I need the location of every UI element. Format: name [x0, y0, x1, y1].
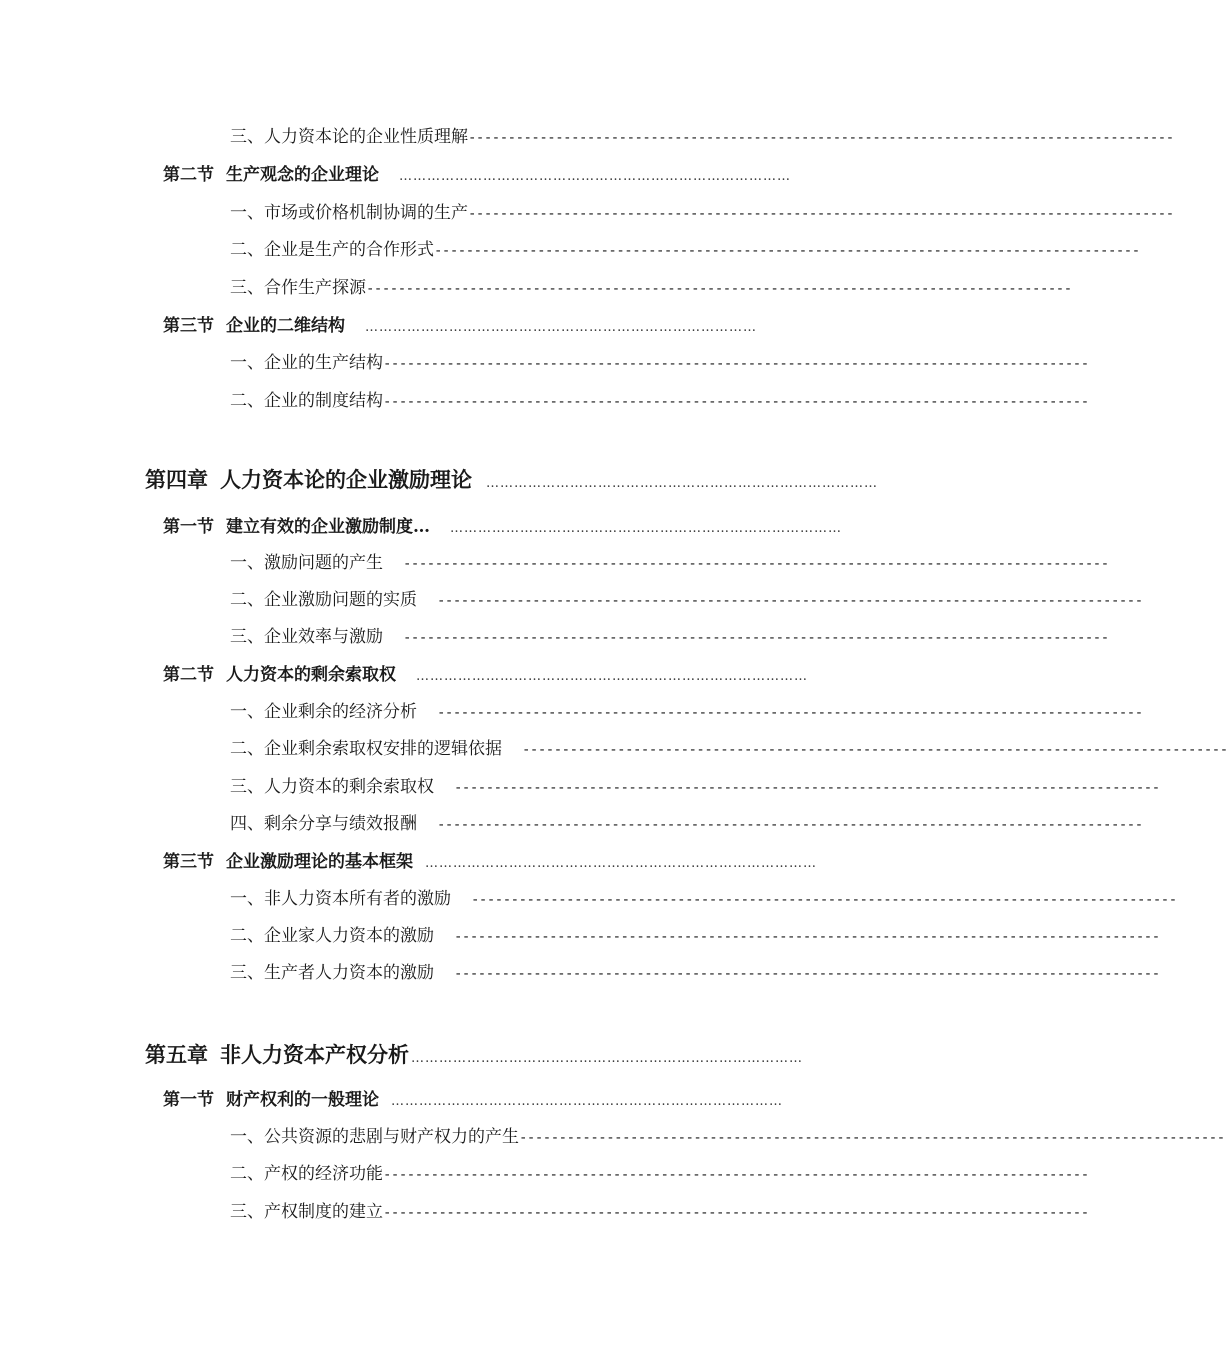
dash-leader: ----------------------------------------------------------------------------------------- — [471, 892, 1177, 908]
toc-item[interactable] — [230, 1197, 1089, 1222]
item-label: 三、生产者人力资本的激励 — [230, 963, 434, 983]
toc-item[interactable] — [230, 697, 1143, 722]
toc-item[interactable] — [230, 1122, 1225, 1147]
item-label: 二、企业剩余索取权安排的逻辑依据 — [230, 739, 502, 759]
item-label: 一、企业的生产结构 — [230, 353, 383, 373]
toc-item[interactable] — [230, 548, 1109, 573]
toc-section[interactable] — [163, 311, 757, 336]
toc-item[interactable] — [230, 235, 1140, 260]
chapter-title: 人力资本论的企业激励理论 — [220, 467, 472, 492]
dash-leader: ----------------------------------------------------------------------------------------- — [468, 130, 1174, 146]
dash-leader: ----------------------------------------------------------------------------------------- — [383, 394, 1089, 410]
section-number: 第一节 — [163, 1090, 214, 1110]
item-label: 三、人力资本论的企业性质理解 — [230, 127, 468, 147]
toc-section[interactable] — [163, 847, 817, 872]
dash-leader: ----------------------------------------------------------------------------------------- — [454, 966, 1160, 982]
dash-leader: ----------------------------------------------------------------------------------------- — [403, 630, 1109, 646]
toc-section[interactable] — [163, 160, 791, 185]
item-label: 一、企业剩余的经济分析 — [230, 702, 417, 722]
toc-item[interactable] — [230, 809, 1143, 834]
toc-section[interactable] — [163, 1085, 783, 1110]
item-label: 一、市场或价格机制协调的生产 — [230, 203, 468, 223]
item-label: 二、企业激励问题的实质 — [230, 590, 417, 610]
dash-leader: ----------------------------------------------------------------------------------------- — [383, 356, 1089, 372]
dash-leader: ----------------------------------------------------------------------------------------- — [383, 1167, 1089, 1183]
item-label: 三、合作生产探源 — [230, 278, 366, 298]
dash-leader: ----------------------------------------------------------------------------------------- — [522, 742, 1228, 758]
dot-leader: ………………………………………………………………………… — [416, 669, 808, 684]
toc-chapter[interactable] — [145, 464, 878, 494]
dash-leader: ----------------------------------------------------------------------------------------- — [403, 556, 1109, 572]
toc-item[interactable] — [230, 921, 1160, 946]
item-label: 三、人力资本的剩余索取权 — [230, 777, 434, 797]
section-title: 生产观念的企业理论 — [226, 165, 379, 185]
chapter-title: 非人力资本产权分析 — [220, 1042, 409, 1067]
toc-item[interactable] — [230, 958, 1160, 983]
toc-item[interactable] — [230, 585, 1143, 610]
section-title: 建立有效的企业激励制度… — [226, 517, 430, 537]
item-label: 二、产权的经济功能 — [230, 1164, 383, 1184]
item-label: 一、激励问题的产生 — [230, 553, 383, 573]
section-title: 企业激励理论的基本框架 — [226, 852, 413, 872]
dot-leader: ………………………………………………………………………… — [391, 1094, 783, 1109]
toc-item[interactable] — [230, 386, 1089, 411]
item-label: 一、非人力资本所有者的激励 — [230, 889, 451, 909]
section-number: 第三节 — [163, 852, 214, 872]
section-title: 财产权利的一般理论 — [226, 1090, 379, 1110]
toc-item[interactable] — [230, 198, 1174, 223]
toc-item[interactable] — [230, 884, 1177, 909]
dot-leader: ………………………………………………………………………… — [425, 856, 817, 871]
dash-leader: ----------------------------------------------------------------------------------------- — [383, 1205, 1089, 1221]
toc-item[interactable] — [230, 1159, 1089, 1184]
chapter-number: 第四章 — [145, 467, 208, 492]
item-label: 三、企业效率与激励 — [230, 627, 383, 647]
dash-leader: ----------------------------------------------------------------------------------------- — [454, 780, 1160, 796]
section-title: 企业的二维结构 — [226, 316, 345, 336]
section-number: 第二节 — [163, 165, 214, 185]
toc-item[interactable] — [230, 622, 1109, 647]
section-number: 第二节 — [163, 665, 214, 685]
toc-section[interactable] — [163, 512, 842, 537]
dot-leader: ………………………………………………………………………… — [411, 1051, 803, 1066]
dot-leader: ………………………………………………………………………… — [450, 521, 842, 536]
dash-leader: ----------------------------------------------------------------------------------------- — [519, 1130, 1225, 1146]
item-label: 二、企业是生产的合作形式 — [230, 240, 434, 260]
dash-leader: ----------------------------------------------------------------------------------------- — [454, 929, 1160, 945]
toc-item[interactable] — [230, 772, 1160, 797]
toc-item[interactable] — [230, 122, 1174, 147]
toc-item[interactable] — [230, 273, 1072, 298]
item-label: 一、公共资源的悲剧与财产权力的产生 — [230, 1127, 519, 1147]
dot-leader: ………………………………………………………………………… — [365, 320, 757, 335]
toc-chapter[interactable] — [145, 1039, 803, 1069]
item-label: 四、剩余分享与绩效报酬 — [230, 814, 417, 834]
toc-item[interactable] — [230, 348, 1089, 373]
dash-leader: ----------------------------------------------------------------------------------------- — [366, 281, 1072, 297]
dot-leader: ………………………………………………………………………… — [486, 476, 878, 491]
dash-leader: ----------------------------------------------------------------------------------------- — [468, 206, 1174, 222]
dot-leader: ………………………………………………………………………… — [399, 169, 791, 184]
toc-item[interactable] — [230, 734, 1228, 759]
dash-leader: ----------------------------------------------------------------------------------------- — [434, 243, 1140, 259]
chapter-number: 第五章 — [145, 1042, 208, 1067]
section-title: 人力资本的剩余索取权 — [226, 665, 396, 685]
dash-leader: ----------------------------------------------------------------------------------------- — [437, 817, 1143, 833]
item-label: 二、企业的制度结构 — [230, 391, 383, 411]
section-number: 第一节 — [163, 517, 214, 537]
toc-section[interactable] — [163, 660, 808, 685]
item-label: 三、产权制度的建立 — [230, 1202, 383, 1222]
dash-leader: ----------------------------------------------------------------------------------------- — [437, 705, 1143, 721]
section-number: 第三节 — [163, 316, 214, 336]
dash-leader: ----------------------------------------------------------------------------------------- — [437, 593, 1143, 609]
item-label: 二、企业家人力资本的激励 — [230, 926, 434, 946]
